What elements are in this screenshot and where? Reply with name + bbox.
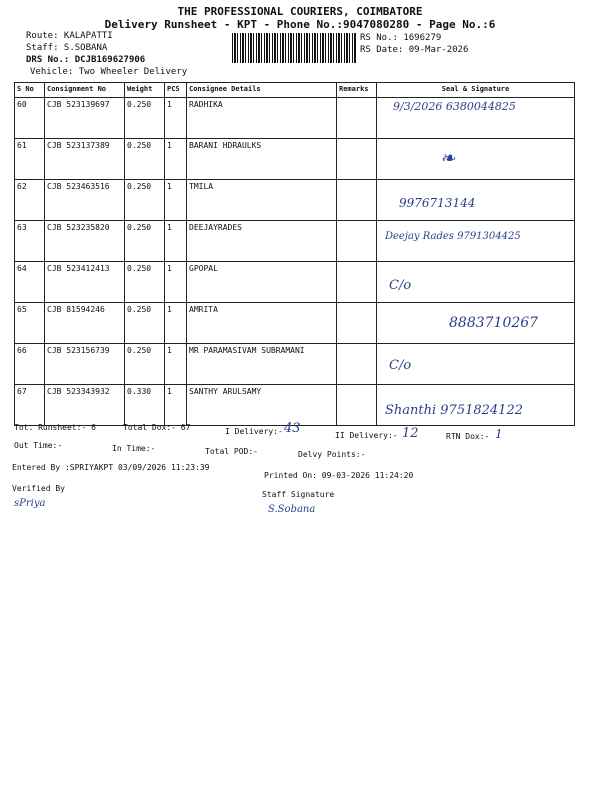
- cell-remarks: [337, 262, 377, 303]
- cell-consignment: CJB 523137389: [45, 139, 125, 180]
- cell-remarks: [337, 139, 377, 180]
- cell-weight: 0.250: [125, 344, 165, 385]
- cell-sno: 61: [15, 139, 45, 180]
- cell-sno: 64: [15, 262, 45, 303]
- cell-signature: [377, 385, 575, 426]
- cell-consignment: CJB 523463516: [45, 180, 125, 221]
- out-time: Out Time:-: [14, 441, 63, 450]
- cell-remarks: [337, 180, 377, 221]
- rs-number: RS No.: 1696279: [360, 33, 442, 43]
- table-row: [15, 344, 575, 385]
- cell-consignee: GPOPAL: [187, 262, 337, 303]
- cell-consignee: AMRITA: [187, 303, 337, 344]
- cell-consignment: CJB 523343932: [45, 385, 125, 426]
- cell-consignee: MR PARAMASIVAM SUBRAMANI: [187, 344, 337, 385]
- table-row: [15, 303, 575, 344]
- table-row: [15, 221, 575, 262]
- handwritten-note: 9976713144: [399, 196, 476, 210]
- cell-consignment: CJB 523235820: [45, 221, 125, 262]
- cell-weight: 0.330: [125, 385, 165, 426]
- col-sno: S No: [15, 83, 45, 98]
- table-row: [15, 262, 575, 303]
- cell-consignee: DEEJAYRADES: [187, 221, 337, 262]
- cell-remarks: [337, 303, 377, 344]
- col-pcs: PCS: [165, 83, 187, 98]
- drs-number: DRS No.: DCJB169627906: [26, 55, 146, 65]
- col-weight: Weight: [125, 83, 165, 98]
- delvy-points: Delvy Points:-: [298, 450, 366, 459]
- handwritten-note: Deejay Rades 9791304425: [385, 231, 521, 242]
- rtn-dox-label: RTN Dox:-: [446, 432, 490, 441]
- in-time: In Time:-: [112, 444, 156, 453]
- cell-pcs: 1: [165, 385, 187, 426]
- staff-signature: S.Sobana: [268, 504, 316, 515]
- verified-by-label: Verified By: [12, 484, 65, 493]
- verified-signature: sPriya: [14, 498, 46, 509]
- total-dox: Total Dox:- 67: [123, 423, 191, 432]
- handwritten-note: 8883710267: [449, 315, 539, 331]
- i-delivery-value: 43: [284, 421, 301, 436]
- runsheet-subtitle: Delivery Runsheet - KPT - Phone No.:9047080280 - Page No.:6: [104, 18, 496, 31]
- cell-signature: [377, 180, 575, 221]
- cell-remarks: [337, 385, 377, 426]
- cell-signature: [377, 262, 575, 303]
- cell-consignment: CJB 523139697: [45, 98, 125, 139]
- col-consignment: Consignment No: [45, 83, 125, 98]
- cell-weight: 0.250: [125, 221, 165, 262]
- cell-consignment: CJB 523412413: [45, 262, 125, 303]
- cell-consignment: CJB 523156739: [45, 344, 125, 385]
- printed-on: Printed On: 09-03-2026 11:24:20: [264, 471, 414, 480]
- route-label: Route: KALAPATTI: [26, 31, 113, 41]
- cell-remarks: [337, 344, 377, 385]
- cell-weight: 0.250: [125, 303, 165, 344]
- cell-pcs: 1: [165, 139, 187, 180]
- col-consignee: Consignee Details: [187, 83, 337, 98]
- table-row: [15, 180, 575, 221]
- table-header-row: [15, 83, 575, 98]
- cell-pcs: 1: [165, 221, 187, 262]
- cell-weight: 0.250: [125, 139, 165, 180]
- cell-pcs: 1: [165, 98, 187, 139]
- cell-pcs: 1: [165, 180, 187, 221]
- cell-sno: 60: [15, 98, 45, 139]
- signature-scribble: ❧: [440, 148, 456, 169]
- table-row: [15, 139, 575, 180]
- cell-sno: 62: [15, 180, 45, 221]
- ii-delivery-label: II Delivery:-: [335, 431, 398, 440]
- cell-consignee: RADHIKA: [187, 98, 337, 139]
- ii-delivery-value: 12: [402, 426, 419, 441]
- rtn-dox-value: 1: [495, 427, 503, 441]
- vehicle-label: Vehicle: Two Wheeler Delivery: [30, 67, 188, 77]
- cell-consignee: BARANI HDRAULKS: [187, 139, 337, 180]
- cell-signature: [377, 303, 575, 344]
- staff-signature-label: Staff Signature: [262, 490, 335, 499]
- cell-signature: [377, 98, 575, 139]
- cell-sno: 65: [15, 303, 45, 344]
- cell-sno: 63: [15, 221, 45, 262]
- cell-weight: 0.250: [125, 180, 165, 221]
- cell-signature: [377, 139, 575, 180]
- cell-pcs: 1: [165, 344, 187, 385]
- runsheet-table: [14, 82, 575, 426]
- cell-sno: 66: [15, 344, 45, 385]
- cell-pcs: 1: [165, 262, 187, 303]
- cell-pcs: 1: [165, 303, 187, 344]
- cell-sno: 67: [15, 385, 45, 426]
- col-seal: Seal & Signature: [377, 83, 575, 98]
- entered-by: Entered By :SPRIYAKPT 03/09/2026 11:23:39: [12, 463, 210, 472]
- col-remarks: Remarks: [337, 83, 377, 98]
- cell-signature: [377, 221, 575, 262]
- cell-consignee: TMILA: [187, 180, 337, 221]
- handwritten-note: C/o: [389, 278, 412, 293]
- tot-runsheet: Tot. Runsheet:- 6: [14, 423, 96, 432]
- company-title: THE PROFESSIONAL COURIERS, COIMBATORE: [177, 5, 423, 18]
- staff-label: Staff: S.SOBANA: [26, 43, 108, 53]
- cell-weight: 0.250: [125, 98, 165, 139]
- cell-remarks: [337, 98, 377, 139]
- handwritten-note: Shanthi 9751824122: [385, 403, 523, 418]
- cell-weight: 0.250: [125, 262, 165, 303]
- barcode: [232, 33, 357, 63]
- total-pod: Total POD:-: [205, 447, 258, 456]
- handwritten-note: 9/3/2026 6380044825: [393, 100, 516, 113]
- table-row: [15, 98, 575, 139]
- table-row: [15, 385, 575, 426]
- cell-consignment: CJB 81594246: [45, 303, 125, 344]
- handwritten-note: C/o: [389, 358, 412, 373]
- cell-remarks: [337, 221, 377, 262]
- rs-date: RS Date: 09-Mar-2026: [360, 45, 469, 55]
- cell-signature: [377, 344, 575, 385]
- cell-consignee: SANTHY ARULSAMY: [187, 385, 337, 426]
- i-delivery-label: I Delivery:-: [225, 427, 283, 436]
